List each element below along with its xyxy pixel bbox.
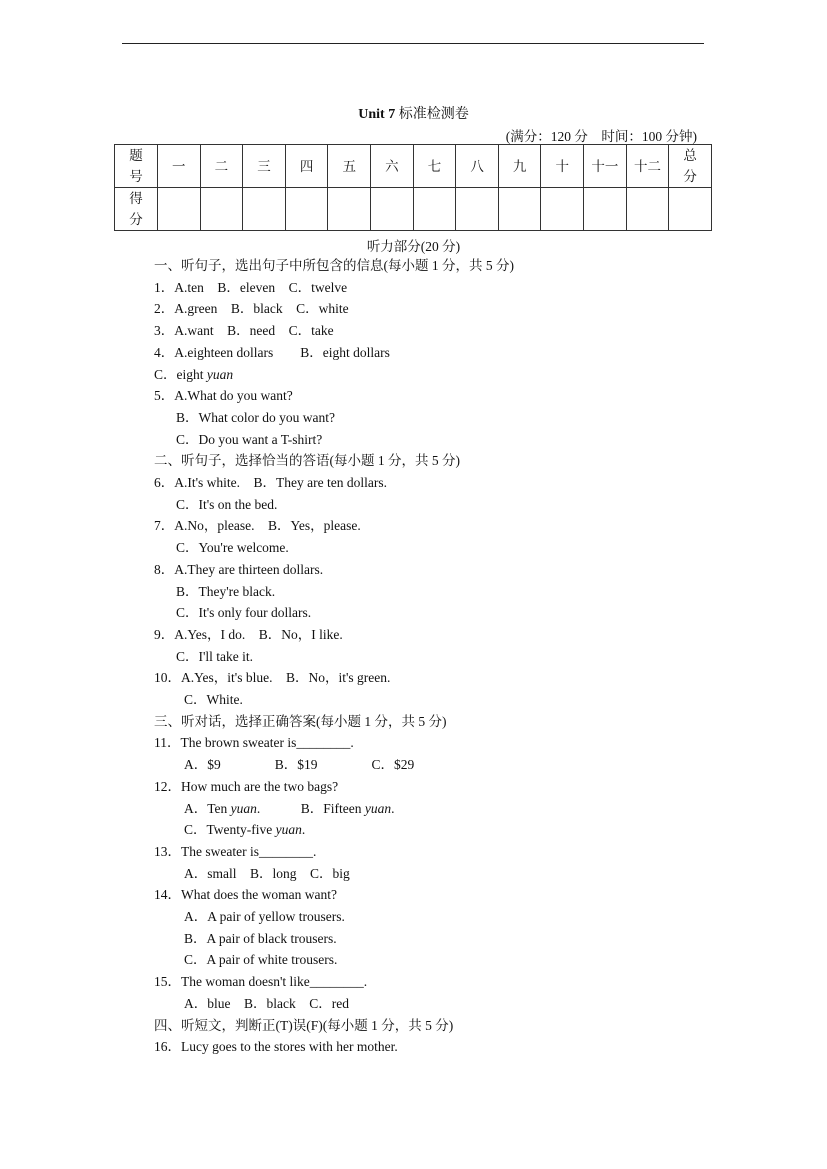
score-cell[interactable] [371, 188, 414, 231]
line-text: C．Do you want a T-shirt? [176, 431, 323, 447]
exam-line [154, 625, 343, 645]
line-text: C．A pair of white trousers. [184, 952, 338, 968]
line-text: 10．A.Yes，it's blue. B．No，it's green. [154, 670, 391, 686]
column-header: 五 [328, 145, 371, 188]
exam-line [154, 842, 316, 862]
column-header: 十二 [626, 145, 669, 188]
line-text: A．small B．long C．big [184, 865, 350, 881]
exam-line [176, 538, 289, 558]
line-text: 四、听短文，判断正(T)误(F)(每小题 1 分，共 5 分) [154, 1017, 454, 1033]
exam-line [154, 278, 347, 298]
line-text: 一、听句子，选出句子中所包含的信息(每小题 1 分，共 5 分) [154, 258, 514, 273]
listening-section-title: 听力部分(20 分) [366, 239, 461, 254]
score-cell[interactable] [626, 188, 669, 231]
line-text: 5．A.What do you want? [154, 388, 293, 404]
score-cell[interactable] [158, 188, 201, 231]
title-text: 标准检测卷 [398, 107, 469, 122]
line-text: . B．Fifteen [256, 800, 365, 816]
line-text: 6．A.It's white. B．They are ten dollars. [154, 475, 388, 490]
exam-line [154, 451, 460, 471]
column-header: 三 [243, 145, 286, 188]
score-cell[interactable] [285, 188, 328, 231]
line-text: C．It's on the bed. [176, 496, 278, 512]
exam-line [154, 560, 323, 580]
exam-line [154, 972, 367, 992]
line-text: 14．What does the woman want? [154, 887, 337, 903]
column-header: 七 [413, 145, 456, 188]
line-text: 11．The brown sweater is________. [154, 735, 354, 751]
italic-text: yuan [206, 366, 234, 382]
line-text: B．What color do you want? [176, 409, 335, 425]
line-text: . [301, 822, 306, 838]
line-text: A．A pair of yellow trousers. [184, 909, 345, 924]
exam-line [154, 1016, 453, 1036]
exam-line [154, 256, 514, 276]
question-number-label [115, 145, 158, 188]
header-rule [122, 43, 704, 44]
score-table [114, 144, 712, 231]
exam-line [176, 495, 277, 515]
line-text: 1．A.ten B．eleven C．twelve [154, 279, 348, 295]
exam-line [184, 755, 414, 775]
line-text: 二、听句子，选择恰当的答语(每小题 1 分，共 5 分) [154, 453, 460, 469]
line-text: 12．How much are the two bags? [154, 778, 339, 794]
line-text: 15．The woman doesn't like________. [154, 974, 368, 990]
line-text: 3．A.want B．need C．take [154, 323, 334, 339]
line-text: 13．The sweater is________. [154, 843, 317, 859]
score-cell[interactable] [200, 188, 243, 231]
total-score-cell[interactable] [669, 188, 712, 231]
label-char: 题 [129, 148, 143, 163]
exam-line [154, 777, 338, 797]
column-header: 八 [456, 145, 499, 188]
score-cell[interactable] [541, 188, 584, 231]
column-header: 十 [541, 145, 584, 188]
column-header: 十一 [584, 145, 627, 188]
italic-text: yuan [364, 800, 392, 816]
label-char: 总 [683, 148, 697, 163]
page-title [0, 103, 827, 123]
score-label [115, 188, 158, 231]
line-text: C．It's only four dollars. [176, 605, 312, 621]
exam-line [184, 864, 350, 884]
exam-line [154, 321, 334, 341]
line-text: 16．Lucy goes to the stores with her mother. [154, 1039, 398, 1055]
line-text: A．blue B．black C．red [184, 995, 349, 1011]
score-cell[interactable] [456, 188, 499, 231]
line-text: B．A pair of black trousers. [184, 930, 337, 946]
exam-line [184, 994, 349, 1014]
line-text: . [391, 800, 395, 816]
exam-line [154, 299, 349, 319]
column-header: 一 [158, 145, 201, 188]
line-text: 7．A.No，please. B．Yes，please. [154, 518, 361, 534]
italic-text: yuan [275, 822, 302, 838]
exam-line [154, 712, 447, 732]
italic-text: yuan [230, 800, 257, 816]
exam-line [154, 1037, 398, 1057]
line-text: C．You're welcome. [176, 540, 289, 556]
exam-line [176, 430, 322, 450]
label-char: 分 [129, 212, 143, 227]
total-label [669, 145, 712, 188]
exam-line [184, 820, 305, 840]
exam-line [184, 929, 337, 949]
line-text: 9．A.Yes，I do. B．No，I like. [154, 626, 343, 642]
exam-line [154, 516, 361, 536]
exam-line [154, 365, 233, 385]
exam-line [184, 950, 337, 970]
score-table-header-row [115, 145, 712, 188]
line-text: A．Ten [184, 800, 231, 816]
exam-line [176, 603, 311, 623]
title-unit: Unit 7 [358, 107, 396, 122]
line-text: B．They're black. [176, 583, 276, 599]
exam-line [154, 885, 337, 905]
line-text: 三、听对话，选择正确答案(每小题 1 分，共 5 分) [154, 713, 447, 729]
column-header: 六 [371, 145, 414, 188]
exam-line [184, 690, 243, 710]
line-text: 4．A.eighteen dollars B．eight dollars [154, 344, 390, 360]
line-text: C．I'll take it. [176, 648, 254, 664]
exam-line [176, 408, 335, 428]
score-cell[interactable] [328, 188, 371, 231]
exam-line [184, 799, 395, 819]
column-header: 二 [200, 145, 243, 188]
column-header: 四 [285, 145, 328, 188]
score-cell[interactable] [498, 188, 541, 231]
exam-meta: (满分：120 分 时间：100 分钟) [505, 129, 697, 144]
exam-line [154, 733, 354, 753]
exam-line [176, 582, 275, 602]
exam-line [184, 907, 345, 927]
label-char: 分 [683, 169, 697, 184]
exam-line [154, 343, 390, 363]
exam-line [154, 473, 387, 493]
label-char: 得 [129, 191, 143, 206]
line-text: C．White. [184, 692, 243, 707]
score-cell[interactable] [584, 188, 627, 231]
line-text: C．Twenty-five [184, 822, 276, 838]
score-cell[interactable] [243, 188, 286, 231]
score-table-score-row [115, 188, 712, 231]
exam-line [154, 668, 390, 688]
label-char: 号 [129, 169, 143, 184]
score-cell[interactable] [413, 188, 456, 231]
exam-line [154, 386, 293, 406]
column-header: 九 [498, 145, 541, 188]
line-text: C．eight [154, 366, 207, 382]
line-text: 2．A.green B．black C．white [154, 301, 349, 317]
line-text: A．$9 B．$19 C．$29 [184, 757, 415, 773]
exam-line [176, 647, 253, 667]
line-text: 8．A.They are thirteen dollars. [154, 561, 324, 577]
